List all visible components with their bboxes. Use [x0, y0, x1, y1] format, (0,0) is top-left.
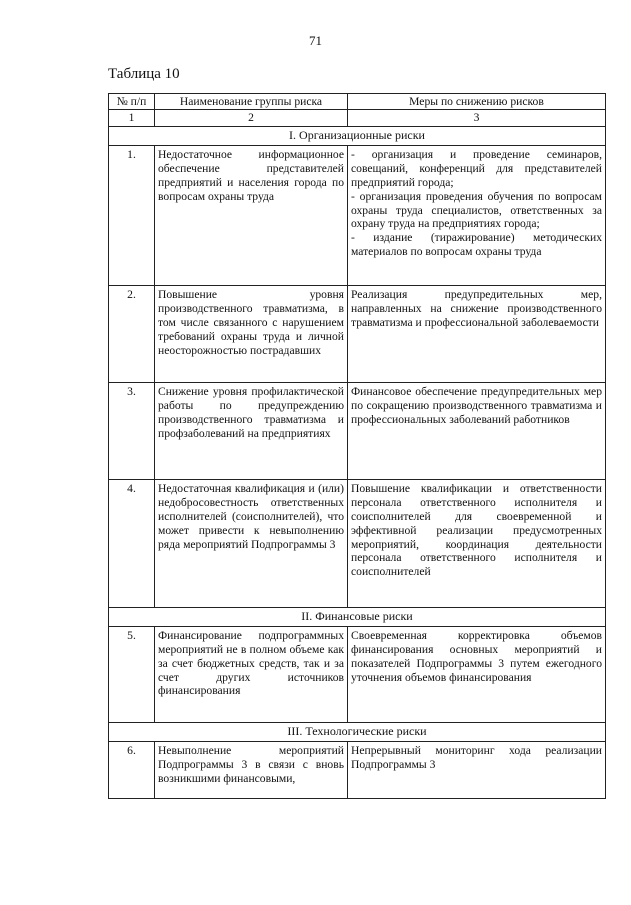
table-row: [109, 479, 606, 607]
column-index: 1: [109, 110, 155, 127]
table-row: [109, 626, 606, 722]
table-row: [109, 382, 606, 479]
column-index: 2: [155, 110, 348, 127]
measure-item: Непрерывный мониторинг хода реализации Подпрограммы 3: [351, 743, 602, 771]
measure-item: - организация и проведение семинаров, совещаний, конференций для представителей предприятий города;: [351, 147, 602, 189]
risk-group-cell: Снижение уровня профилактической работы по предупреждению производственного травматизма и профзаболеваний на предприятиях: [155, 382, 348, 479]
measures-cell: [348, 382, 606, 479]
row-number: 2.: [109, 285, 155, 382]
risk-group-cell: Недостаточная квалификация и (или) недобросовестность ответственных исполнителей (соисполнителей), что может привести к невыполнению ряда мероприятий Подпрограммы 3: [155, 479, 348, 607]
measures-cell: [348, 145, 606, 285]
table-row: [109, 145, 606, 285]
risk-group-cell: Невыполнение мероприятий Подпрограммы 3 в связи с вновь возникшими финансовыми,: [155, 741, 348, 798]
measures-cell: [348, 626, 606, 722]
table-row: [109, 285, 606, 382]
measure-item: - организация проведения обучения по вопросам охраны труда специалистов, ответственных за охрану труда на предприятиях города;: [351, 189, 602, 231]
header-measures: Меры по снижению рисков: [348, 94, 606, 110]
measure-item: Своевременная корректировка объемов финансирования основных мероприятий и показателей Подпрограммы 3 путем ежегодного уточнения объемов финансирования: [351, 628, 602, 684]
page-number: 71: [309, 33, 322, 48]
risk-group-cell: Недостаточное информационное обеспечение представителей предприятий и населения города по вопросам охраны труда: [155, 145, 348, 285]
section-title: II. Финансовые риски: [109, 607, 606, 626]
section-title: III. Технологические риски: [109, 722, 606, 741]
measures-cell: [348, 285, 606, 382]
measure-item: Реализация предупредительных мер, направленных на снижение производственного травматизма и профессиональной заболеваемости: [351, 287, 602, 329]
risk-table: [108, 93, 606, 799]
row-number: 4.: [109, 479, 155, 607]
measure-item: Повышение квалификации и ответственности персонала ответственного исполнителя и соисполнителей для своевременной и эффективной реализации предусмотренных мероприятий, координация деятельности персонала ответственного исполнителя и соисполнителей: [351, 481, 602, 579]
header-row: [109, 94, 606, 110]
risk-group-cell: Повышение уровня производственного травматизма, в том числе связанного с нарушением требований охраны труда и личной неосторожностью пострадавших: [155, 285, 348, 382]
measure-item: Финансовое обеспечение предупредительных мер по сокращению производственного травматизма и профессиональных заболеваний работников: [351, 384, 602, 426]
row-number: 6.: [109, 741, 155, 798]
column-index-row: [109, 110, 606, 127]
row-number: 1.: [109, 145, 155, 285]
measures-cell: [348, 741, 606, 798]
row-number: 5.: [109, 626, 155, 722]
table-caption: Таблица 10: [108, 66, 180, 82]
section-title: I. Организационные риски: [109, 127, 606, 146]
header-num: № п/п: [109, 94, 155, 110]
section-row: [109, 127, 606, 146]
table-row: [109, 741, 606, 798]
row-number: 3.: [109, 382, 155, 479]
section-row: [109, 722, 606, 741]
measures-cell: [348, 479, 606, 607]
header-group: Наименование группы риска: [155, 94, 348, 110]
column-index: 3: [348, 110, 606, 127]
section-row: [109, 607, 606, 626]
table-body: [109, 127, 606, 799]
risk-group-cell: Финансирование подпрограммных мероприятий не в полном объеме как за счет бюджетных средств, так и за счет других источников финансирования: [155, 626, 348, 722]
measure-item: - издание (тиражирование) методических материалов по вопросам охраны труда: [351, 231, 602, 259]
